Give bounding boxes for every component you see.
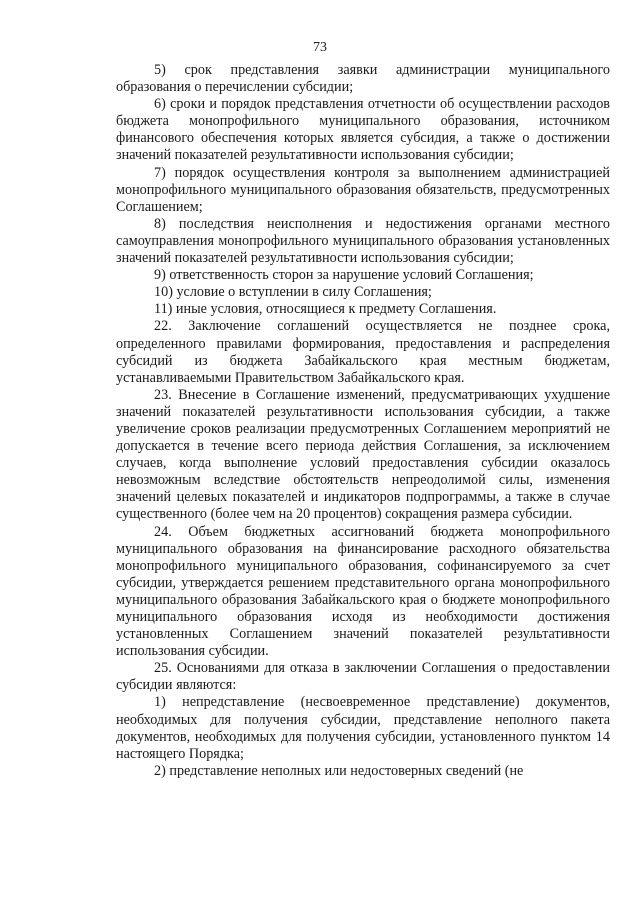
- paragraph-clause-23: 23. Внесение в Соглашение изменений, предусматривающих ухудшение значений показателей результативности использования субсидии, а также увеличение сроков реализации предусмотренных Соглашением мероприятий не допускается в течение всего периода действия Соглашения, за исключением случаев, когда выполнение условий предоставления субсидии оказалось невозможным вследствие обстоятельств непреодолимой силы, изменения значений целевых показателей и индикаторов подпрограммы, а также в случае существенного (более чем на 20 процентов) сокращения размера субсидии.: [116, 386, 610, 523]
- paragraph-item-7: 7) порядок осуществления контроля за выполнением администрацией монопрофильного муниципального образования обязательств, предусмотренных Соглашением;: [116, 164, 610, 215]
- paragraph-clause-25: 25. Основаниями для отказа в заключении Соглашения о предоставлении субсидии являются:: [116, 660, 610, 694]
- paragraph-clause-22: 22. Заключение соглашений осуществляется не позднее срока, определенного правилами формирования, предоставления и распределения субсидий из бюджета Забайкальского края местным бюджетам, устанавливаемыми Правительством Забайкальского края.: [116, 318, 610, 386]
- paragraph-reason-2: 2) представление неполных или недостоверных сведений (не: [154, 762, 524, 779]
- paragraph-item-9: 9) ответственность сторон за нарушение условий Соглашения;: [154, 267, 534, 284]
- document-body: [116, 62, 610, 780]
- paragraph-item-5: 5) срок представления заявки администрации муниципального образования о перечислении субсидии;: [116, 62, 610, 96]
- paragraph-item-10: 10) условие о вступлении в силу Соглашения;: [154, 284, 432, 301]
- paragraph-item-8: 8) последствия неисполнения и недостижения органами местного самоуправления монопрофильного муниципального образования установленных значений показателей результативности использования субсидии;: [116, 215, 610, 267]
- paragraph-item-6: 6) сроки и порядок представления отчетности об осуществлении расходов бюджета монопрофильного муниципального образования, источником финансового обеспечения которых является субсидия, а также о достижении значений показателей результативности использования субсидии;: [116, 96, 610, 164]
- paragraph-reason-1: 1) непредставление (несвоевременное представление) документов, необходимых для получения субсидии, представление неполного пакета документов, необходимых для получения субсидии, установленного пунктом 14 настоящего Порядка;: [116, 694, 610, 762]
- paragraph-clause-24: 24. Объем бюджетных ассигнований бюджета монопрофильного муниципального образования на финансирование расходного обязательства монопрофильного муниципального образования, софинансируемого за счет субсидии, утверждается решением представительного органа монопрофильного муниципального образования Забайкальского края о бюджете монопрофильного муниципального образования исходя из необходимости достижения установленных Соглашением значений показателей результативности использования субсидии.: [116, 523, 610, 660]
- paragraph-item-11: 11) иные условия, относящиеся к предмету Соглашения.: [154, 301, 497, 318]
- page-number: 73: [313, 40, 327, 55]
